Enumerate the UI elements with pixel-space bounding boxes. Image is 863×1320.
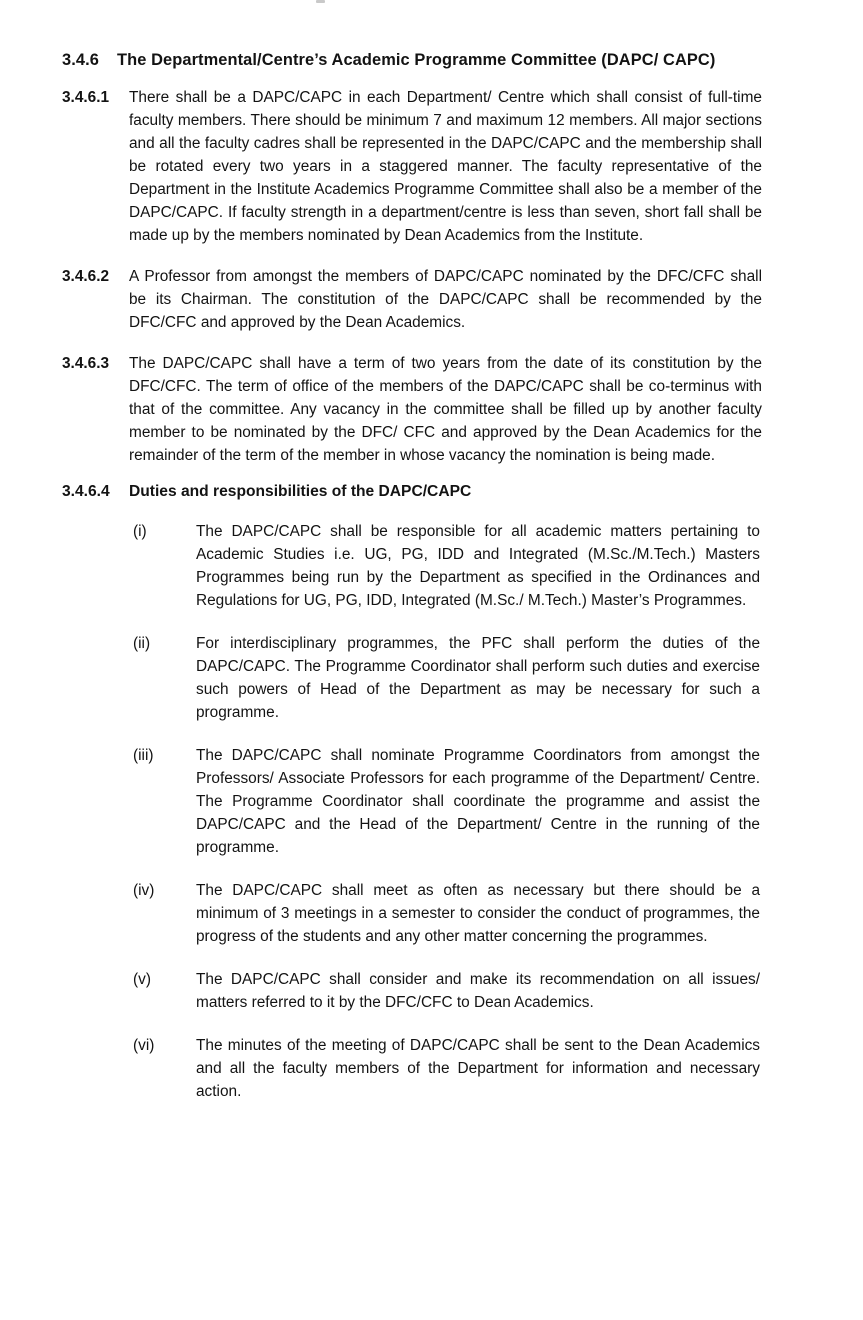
- duty-item-ii: [133, 632, 762, 724]
- duty-text: The DAPC/CAPC shall be responsible for all academic matters pertaining to Academic Studies i.e. UG, PG, IDD and Integrated (M.Sc./M.Tech.) Masters Programmes being run by the Department as specified in the Ordinances and Regulations for UG, PG, IDD, Integrated (M.Sc./ M.Tech.) Master’s Programmes.: [196, 523, 760, 609]
- duty-item-iii: [133, 744, 762, 859]
- duty-marker: (iv): [133, 882, 155, 899]
- subsection-heading: [62, 480, 762, 503]
- duty-item-i: [133, 520, 762, 612]
- paragraph-3-4-6-1: [62, 86, 762, 247]
- duty-text: The DAPC/CAPC shall consider and make its recommendation on all issues/ matters referred to it by the DFC/CFC to Dean Academics.: [196, 971, 760, 1011]
- paragraph-3-4-6-2: [62, 265, 762, 334]
- duty-item-vi: [133, 1034, 762, 1103]
- duty-item-v: [133, 968, 762, 1014]
- subsection-title: Duties and responsibilities of the DAPC/CAPC: [129, 483, 472, 500]
- duty-item-iv: [133, 879, 762, 948]
- paragraph-number: 3.4.6.2: [62, 268, 110, 285]
- duty-marker: (ii): [133, 635, 151, 652]
- duty-text: The minutes of the meeting of DAPC/CAPC shall be sent to the Dean Academics and all the faculty members of the Department for information and necessary action.: [196, 1037, 760, 1100]
- paragraph-3-4-6-3: [62, 352, 762, 467]
- duty-text: For interdisciplinary programmes, the PFC shall perform the duties of the DAPC/CAPC. The Programme Coordinator shall perform such duties and exercise such powers of Head of the Department as may be necessary for such a programme.: [196, 635, 760, 721]
- paragraph-text: The DAPC/CAPC shall have a term of two years from the date of its constitution by the DFC/CFC. The term of office of the members of the DAPC/CAPC shall be co-terminus with that of the committee. Any vacancy in the committee shall be filled up by another faculty member to be nominated by the DFC/ CFC and approved by the Dean Academics for the remainder of the term of the member in whose vacancy the nomination is being made.: [129, 355, 762, 464]
- duty-marker: (iii): [133, 747, 154, 764]
- scan-artifact: [316, 0, 325, 3]
- paragraph-number: 3.4.6.3: [62, 355, 110, 372]
- duties-list: [62, 520, 762, 1103]
- duty-text: The DAPC/CAPC shall meet as often as necessary but there should be a minimum of 3 meetings in a semester to consider the conduct of programmes, the progress of the students and any other matter concerning the programmes.: [196, 882, 760, 945]
- subsection-number: 3.4.6.4: [62, 483, 110, 500]
- duty-marker: (i): [133, 523, 147, 540]
- section-heading: [62, 49, 762, 72]
- section-title: The Departmental/Centre’s Academic Programme Committee (DAPC/ CAPC): [117, 51, 716, 69]
- paragraph-number: 3.4.6.1: [62, 89, 110, 106]
- duty-marker: (v): [133, 971, 151, 988]
- paragraph-text: There shall be a DAPC/CAPC in each Department/ Centre which shall consist of full-time faculty members. There should be minimum 7 and maximum 12 members. All major sections and all the faculty cadres shall be represented in the DAPC/CAPC and the membership shall be rotated every two years in a staggered manner. The faculty representative of the Department in the Institute Academics Programme Committee shall also be a member of the DAPC/CAPC. If faculty strength in a department/centre is less than seven, short fall shall be made up by the members nominated by Dean Academics from the Institute.: [129, 89, 762, 244]
- duty-marker: (vi): [133, 1037, 155, 1054]
- paragraph-text: A Professor from amongst the members of DAPC/CAPC nominated by the DFC/CFC shall be its Chairman. The constitution of the DAPC/CAPC shall be recommended by the DFC/CFC and approved by the Dean Academics.: [129, 268, 762, 331]
- section-number: 3.4.6: [62, 51, 99, 69]
- duty-text: The DAPC/CAPC shall nominate Programme Coordinators from amongst the Professors/ Associate Professors for each programme of the Department/ Centre. The Programme Coordinator shall coordinate the programme and assist the DAPC/CAPC and the Head of the Department/ Centre in the running of the programme.: [196, 747, 760, 856]
